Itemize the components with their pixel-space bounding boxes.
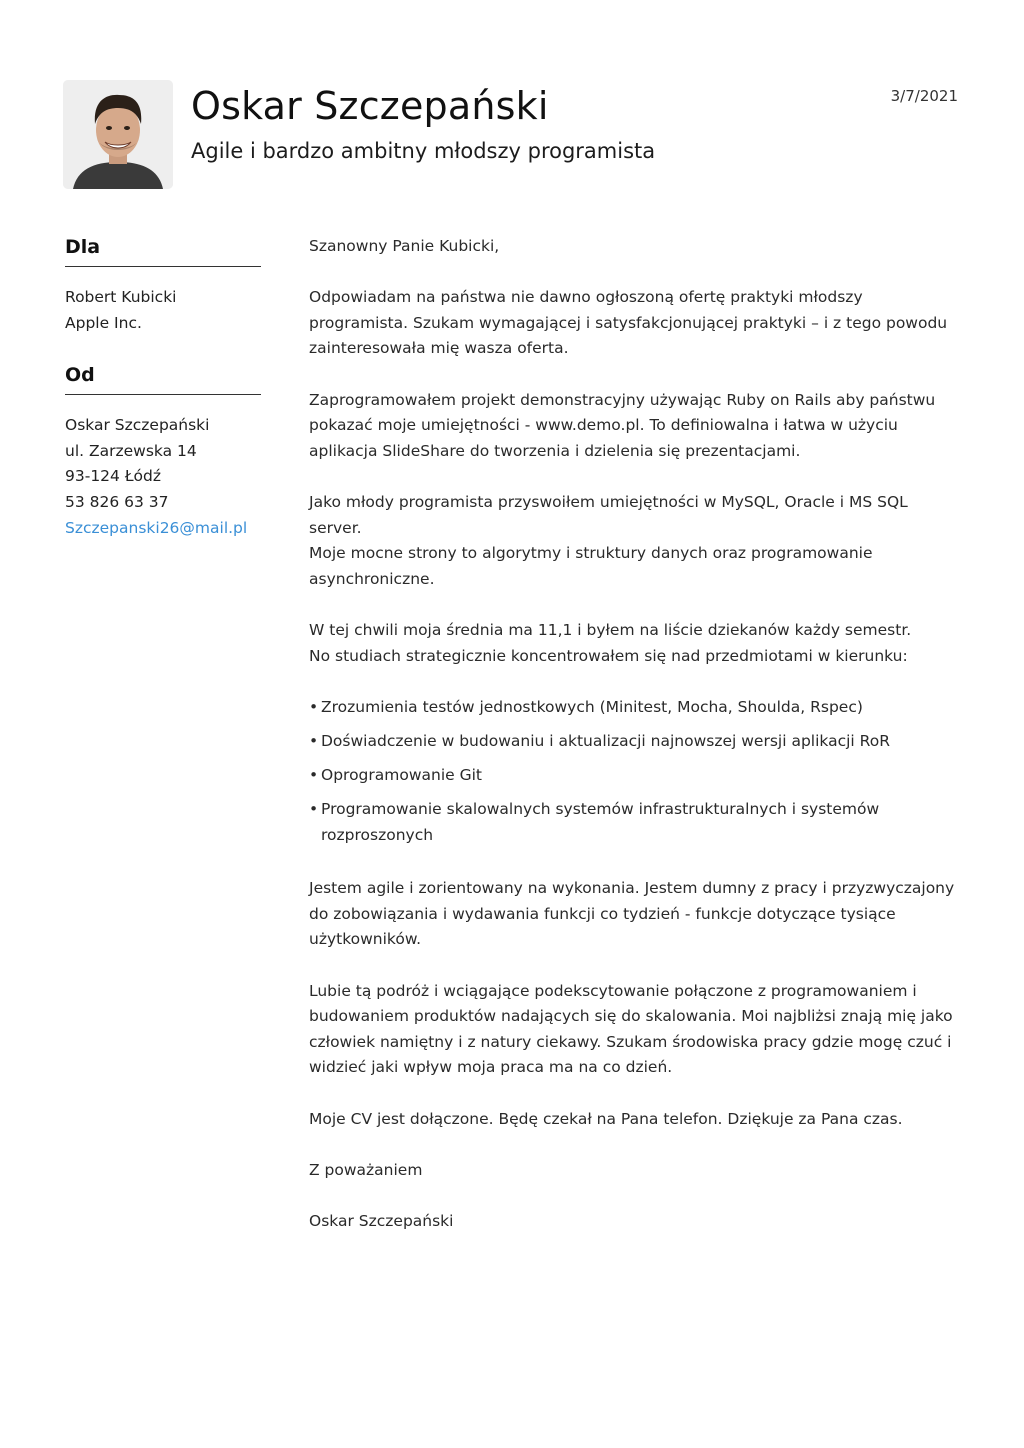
list-item-text: Zrozumienia testów jednostkowych (Minitest, Mocha, Shoulda, Rspec): [321, 697, 863, 716]
letter-paragraph-3: [309, 490, 959, 592]
applicant-name: Oskar Szczepański: [191, 84, 549, 128]
letter-paragraph-2: Zaprogramowałem projekt demonstracyjny używając Ruby on Rails aby państwu pokazać moje umiejętności - www.demo.pl. To definiowalna i łatwa w użyciu aplikacja SlideShare do tworzenia i dzielenia się prezentacjami.: [309, 390, 936, 460]
letter-signature: Oskar Szczepański: [309, 1211, 454, 1230]
sender-email-link[interactable]: Szczepanski26@mail.pl: [65, 518, 248, 537]
letter-paragraph-7: Moje CV jest dołączone. Będę czekał na Pana telefon. Dziękuje za Pana czas.: [309, 1109, 903, 1128]
recipient-heading: Dla: [65, 232, 261, 267]
list-item-text: Doświadczenie w budowaniu i aktualizacji najnowszej wersji aplikacji RoR: [321, 731, 890, 750]
sender-phone: 53 826 63 37: [65, 492, 169, 511]
list-item: [309, 729, 959, 755]
sidebar: [65, 232, 261, 541]
list-item: [309, 797, 959, 848]
person-portrait-icon: [63, 80, 173, 189]
recipient-section: [65, 232, 261, 336]
sender-heading: Od: [65, 360, 261, 395]
list-item: [309, 763, 959, 789]
letter-paragraph-1: Odpowiadam na państwa nie dawno ogłoszoną ofertę praktyki młodszy programista. Szukam wymagającej i satysfakcjonującej praktyki – i z tego powodu zainteresowała mię wasza oferta.: [309, 288, 948, 358]
list-item-text: Programowanie skalowalnych systemów infrastrukturalnych i systemów rozproszonych: [321, 799, 880, 844]
sender-section: [65, 360, 261, 541]
recipient-details: [65, 285, 261, 336]
bullet-icon: •: [309, 731, 319, 750]
letter-paragraph-6: Lubie tą podróż i wciągające podekscytowanie połączone z programowaniem i budowaniem produktów nadających się do skalowania. Moi najbliżsi znają mię jako człowiek namiętny i z natury ciekawy. Szukam środowiska pracy gdzie mogę czuć i widzieć jaki wpływ moja praca ma na co dzień.: [309, 981, 953, 1077]
profile-photo: [63, 80, 173, 189]
skills-list: [309, 695, 959, 848]
letter-paragraph-3-line-2: Moje mocne strony to algorytmy i struktury danych oraz programowanie asynchroniczne.: [309, 544, 873, 588]
bullet-icon: •: [309, 799, 319, 818]
letter-body: [309, 234, 959, 1260]
list-item-text: Oprogramowanie Git: [321, 765, 483, 784]
letter-greeting: Szanowny Panie Kubicki,: [309, 237, 500, 255]
letter-paragraph-4: [309, 618, 959, 669]
letter-closing: Z poważaniem: [309, 1160, 423, 1179]
recipient-name: Robert Kubicki: [65, 288, 177, 306]
list-item: [309, 695, 959, 721]
recipient-company: Apple Inc.: [65, 313, 142, 332]
applicant-tagline: Agile i bardzo ambitny młodszy programista: [191, 139, 656, 163]
sender-city: 93-124 Łódź: [65, 467, 161, 486]
bullet-icon: •: [309, 697, 319, 716]
sender-street: ul. Zarzewska 14: [65, 441, 197, 460]
letter-date: 3/7/2021: [890, 87, 958, 105]
sender-name: Oskar Szczepański: [65, 416, 210, 435]
bullet-icon: •: [309, 765, 319, 784]
letter-paragraph-3-line-1: Jako młody programista przyswoiłem umiejętności w MySQL, Oracle i MS SQL server.: [309, 492, 908, 537]
letter-paragraph-4-line-2: No studiach strategicznie koncentrowałem się nad przedmiotami w kierunku:: [309, 646, 908, 665]
letter-paragraph-5: Jestem agile i zorientowany na wykonania. Jestem dumny z pracy i przyzwyczajony do zobowiązania i wydawania funkcji co tydzień - funkcje dotyczące tysiące użytkowników.: [309, 879, 955, 949]
letter-paragraph-4-line-1: W tej chwili moja średnia ma 11,1 i byłem na liście dziekanów każdy semestr.: [309, 620, 912, 639]
sender-details: [65, 413, 261, 541]
